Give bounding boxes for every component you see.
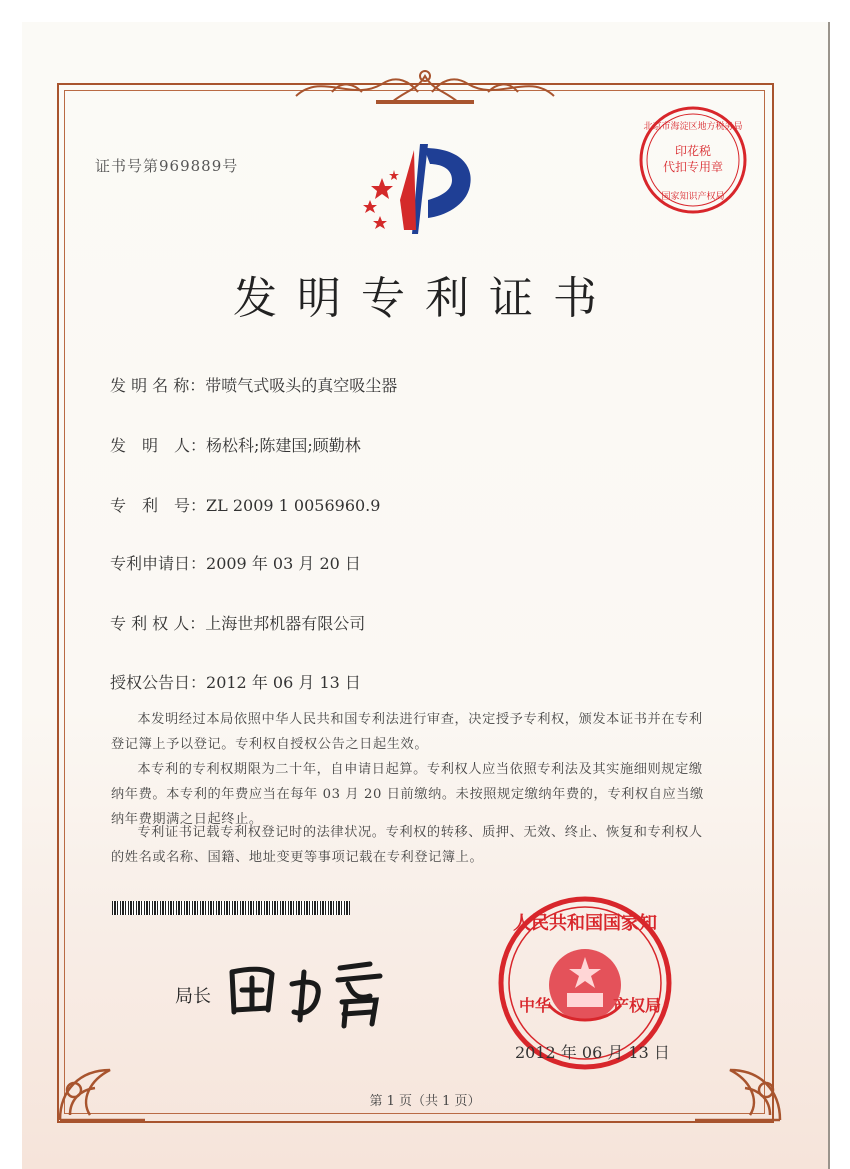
- page-indicator: 第 1 页（共 1 页）: [369, 1094, 481, 1109]
- svg-text:国家知识产权局: 国家知识产权局: [661, 192, 725, 202]
- director-label: 局长: [175, 986, 211, 1007]
- tax-seal-stamp-icon: [636, 103, 751, 218]
- seal-date: 2012 年 06 月 13 日: [515, 1043, 670, 1062]
- top-ornament-icon: [292, 62, 558, 110]
- svg-text:产权局: 产权局: [612, 996, 662, 1015]
- body-paragraph-1: 本发明经过本局依照中华人民共和国专利法进行审查，决定授予专利权，颁发本证书并在专利登记簿上予以登记。专利权自授权公告之日起生效。: [111, 712, 703, 752]
- svg-text:人民共和国国家知: 人民共和国国家知: [513, 913, 657, 934]
- field-inventor: 发 明 人：杨松科;陈建国;顾勤林: [110, 436, 361, 455]
- field-patentee: 专 利 权 人：上海世邦机器有限公司: [110, 614, 366, 633]
- field-invention-name: 发 明 名 称：带喷气式吸头的真空吸尘器: [110, 376, 398, 395]
- body-paragraph-3: 专利证书记载专利权登记时的法律状况。专利权的转移、质押、无效、终止、恢复和专利权人的姓名或名称、国籍、地址变更等事项记载在专利登记簿上。: [111, 825, 703, 865]
- svg-text:北京市海淀区地方税务局: 北京市海淀区地方税务局: [643, 122, 743, 132]
- page-title: 发明专利证书: [233, 273, 617, 324]
- director-signature: [220, 950, 400, 1030]
- corner-ornament-bottom-left-icon: [50, 1030, 150, 1125]
- patent-office-logo-icon: [352, 140, 482, 240]
- barcode: [112, 901, 350, 915]
- svg-text:中华: 中华: [518, 996, 552, 1015]
- svg-text:印花税: 印花税: [674, 144, 712, 158]
- certificate-number: 证书号第969889号: [95, 157, 239, 175]
- body-paragraph-2: 本专利的专利权期限为二十年，自申请日起算。专利权人应当依照专利法及其实施细则规定缴纳年费。本专利的年费应当在每年 03 月 20 日前缴纳。未按照规定缴纳年费的，专利权自应当缴纳年费期满之日起终止。: [111, 762, 704, 827]
- field-grant-date: 授权公告日：2012 年 06 月 13 日: [110, 673, 361, 692]
- corner-ornament-bottom-right-icon: [690, 1030, 790, 1125]
- field-application-date: 专利申请日：2009 年 03 月 20 日: [110, 554, 361, 573]
- svg-text:代扣专用章: 代扣专用章: [662, 160, 724, 174]
- field-patent-number: 专 利 号：ZL 2009 1 0056960.9: [110, 496, 381, 515]
